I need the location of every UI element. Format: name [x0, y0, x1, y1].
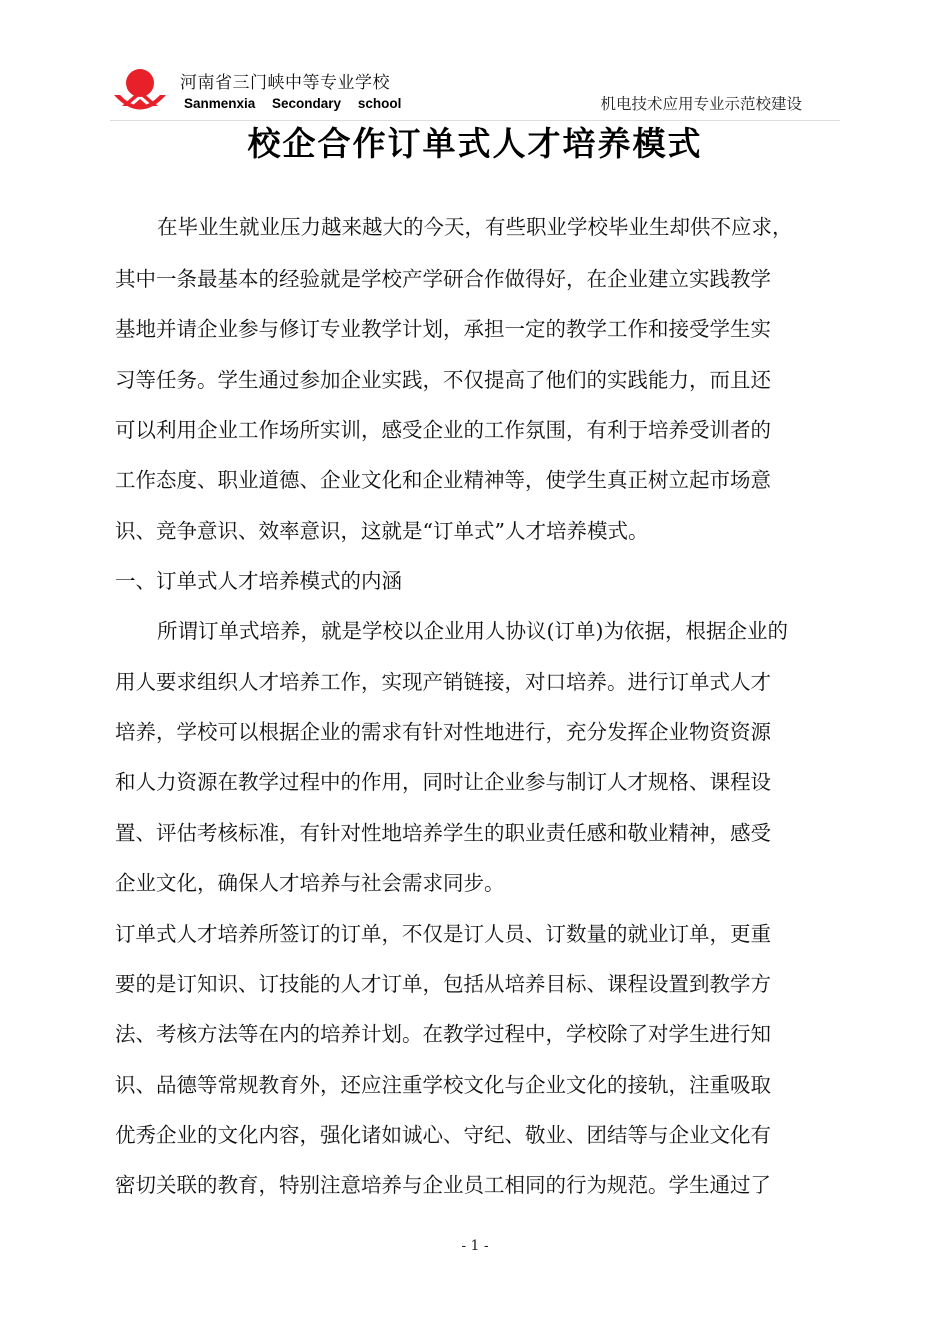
paragraph-line: 用人要求组织人才培养工作，实现产销链接，对口培养。进行订单式人才: [115, 670, 771, 694]
paragraph-line: 在毕业生就业压力越来越大的今天，有些职业学校毕业生却供不应求，: [157, 215, 793, 239]
paragraph-line: 置、评估考核标准，有针对性地培养学生的职业责任感和敬业精神，感受: [115, 821, 771, 845]
school-emblem-icon: [110, 62, 170, 122]
paragraph-line: 识、品德等常规教育外，还应注重学校文化与企业文化的接轨，注重吸取: [115, 1073, 771, 1097]
page-header: [110, 62, 840, 124]
page-number: - 1 -: [461, 1238, 489, 1254]
paragraph-line: 识、竞争意识、效率意识，这就是“订单式”人才培养模式。: [115, 519, 649, 543]
paragraph-line: 订单式人才培养所签订的订单，不仅是订人员、订数量的就业订单，更重: [115, 922, 771, 946]
paragraph-line: 法、考核方法等在内的培养计划。在教学过程中，学校除了对学生进行知: [115, 1022, 771, 1046]
paragraph-line: 密切关联的教育，特别注意培养与企业员工相同的行为规范。学生通过了: [115, 1173, 771, 1197]
paragraph-line: 可以利用企业工作场所实训，感受企业的工作氛围，有利于培养受训者的: [115, 418, 771, 442]
paragraph-line: 所谓订单式培养，就是学校以企业用人协议(订单)为依据，根据企业的: [157, 619, 788, 643]
school-name-en: Sanmenxia Secondary school: [184, 96, 402, 111]
paragraph-line: 要的是订知识、订技能的人才订单，包括从培养目标、课程设置到教学方: [115, 972, 771, 996]
project-name: 机电技术应用专业示范校建设: [600, 95, 802, 113]
school-name-cn: 河南省三门峡中等专业学校: [180, 73, 390, 93]
section-heading: 一、订单式人才培养模式的内涵: [115, 569, 402, 593]
paragraph-line: 基地并请企业参与修订专业教学计划，承担一定的教学工作和接受学生实: [115, 317, 771, 341]
paragraph-line: 培养，学校可以根据企业的需求有针对性地进行，充分发挥企业物资资源: [115, 720, 771, 744]
document-title: 校企合作订单式人才培养模式: [247, 124, 703, 163]
paragraph-line: 和人力资源在教学过程中的作用，同时让企业参与制订人才规格、课程设: [115, 770, 771, 794]
paragraph-line: 优秀企业的文化内容，强化诸如诚心、守纪、敬业、团结等与企业文化有: [115, 1123, 771, 1147]
paragraph-line: 工作态度、职业道德、企业文化和企业精神等，使学生真正树立起市场意: [115, 468, 771, 492]
paragraph-line: 习等任务。学生通过参加企业实践，不仅提高了他们的实践能力，而且还: [115, 368, 771, 392]
paragraph-line: 企业文化，确保人才培养与社会需求同步。: [115, 871, 505, 895]
paragraph-line: 其中一条最基本的经验就是学校产学研合作做得好，在企业建立实践教学: [115, 267, 771, 291]
